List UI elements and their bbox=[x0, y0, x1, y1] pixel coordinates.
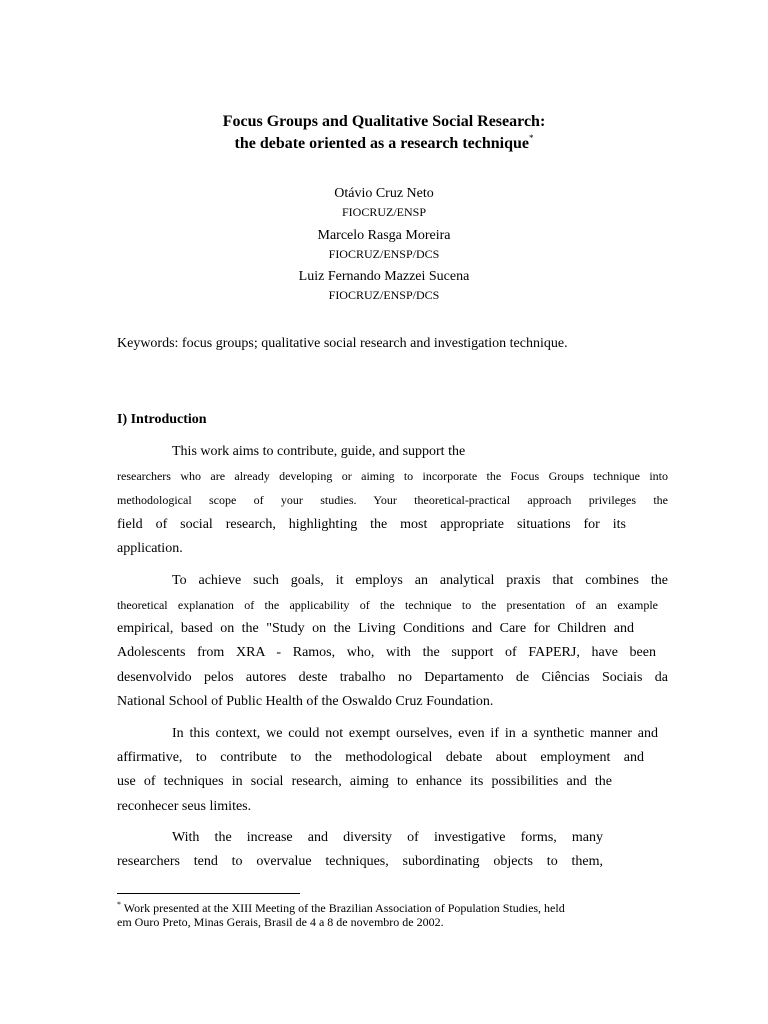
author-affiliation: FIOCRUZ/ENSP/DCS bbox=[328, 288, 440, 302]
body-line: empirical, based on the "Study on the Living Conditions and Care for Children and bbox=[117, 621, 634, 636]
author-affiliation: FIOCRUZ/ENSP bbox=[341, 205, 427, 219]
body-line: To achieve such goals, it employs an analytical praxis that combines the bbox=[172, 573, 668, 588]
body-line: methodological scope of your studies. Your theoretical-practical approach privileges the bbox=[117, 493, 668, 507]
body-line: theoretical explanation of the applicability of the technique to the presentation of an example bbox=[117, 598, 658, 612]
footnote-text: Work presented at the XIII Meeting of the Brazilian Association of Population Studies, held bbox=[121, 901, 565, 915]
body-line: application. bbox=[117, 541, 183, 556]
body-line: Adolescents from XRA - Ramos, who, with the support of FAPERJ, have been bbox=[117, 645, 656, 660]
body-line: researchers who are already developing or aiming to incorporate the Focus Groups technique into bbox=[117, 469, 668, 483]
body-line: In this context, we could not exempt ourselves, even if in a synthetic manner and bbox=[172, 726, 658, 741]
footnote-line-2: em Ouro Preto, Minas Gerais, Brasil de 4 a 8 de novembro de 2002. bbox=[117, 915, 444, 929]
title-line-1: Focus Groups and Qualitative Social Research: bbox=[222, 113, 546, 130]
keywords: Keywords: focus groups; qualitative social research and investigation technique. bbox=[117, 336, 568, 351]
footnote-divider bbox=[117, 893, 300, 894]
author-name: Marcelo Rasga Moreira bbox=[317, 228, 451, 243]
author-affiliation: FIOCRUZ/ENSP/DCS bbox=[328, 247, 440, 261]
footnote-mark: * bbox=[117, 900, 121, 909]
title-line-2-text: the debate oriented as a research technique bbox=[234, 135, 529, 152]
body-line: researchers tend to overvalue techniques, subordinating objects to them, bbox=[117, 854, 603, 869]
title-line-2 bbox=[0, 133, 768, 155]
body-line: use of techniques in social research, aiming to enhance its possibilities and the bbox=[117, 774, 612, 789]
section-heading: I) Introduction bbox=[117, 412, 207, 427]
title-footnote-mark: * bbox=[528, 133, 534, 143]
body-line: reconhecer seus limites. bbox=[117, 799, 252, 814]
author-name: Luiz Fernando Mazzei Sucena bbox=[298, 269, 470, 284]
body-line: affirmative, to contribute to the methodological debate about employment and bbox=[117, 750, 644, 765]
footnote-line-1 bbox=[117, 901, 565, 915]
body-line: field of social research, highlighting the most appropriate situations for its bbox=[117, 517, 626, 532]
body-line: National School of Public Health of the Oswaldo Cruz Foundation. bbox=[117, 694, 494, 709]
body-line: desenvolvido pelos autores deste trabalho no Departamento de Ciências Sociais da bbox=[117, 670, 668, 685]
body-line: This work aims to contribute, guide, and support the bbox=[172, 444, 466, 459]
body-line: With the increase and diversity of investigative forms, many bbox=[172, 830, 603, 845]
author-name: Otávio Cruz Neto bbox=[334, 186, 434, 201]
